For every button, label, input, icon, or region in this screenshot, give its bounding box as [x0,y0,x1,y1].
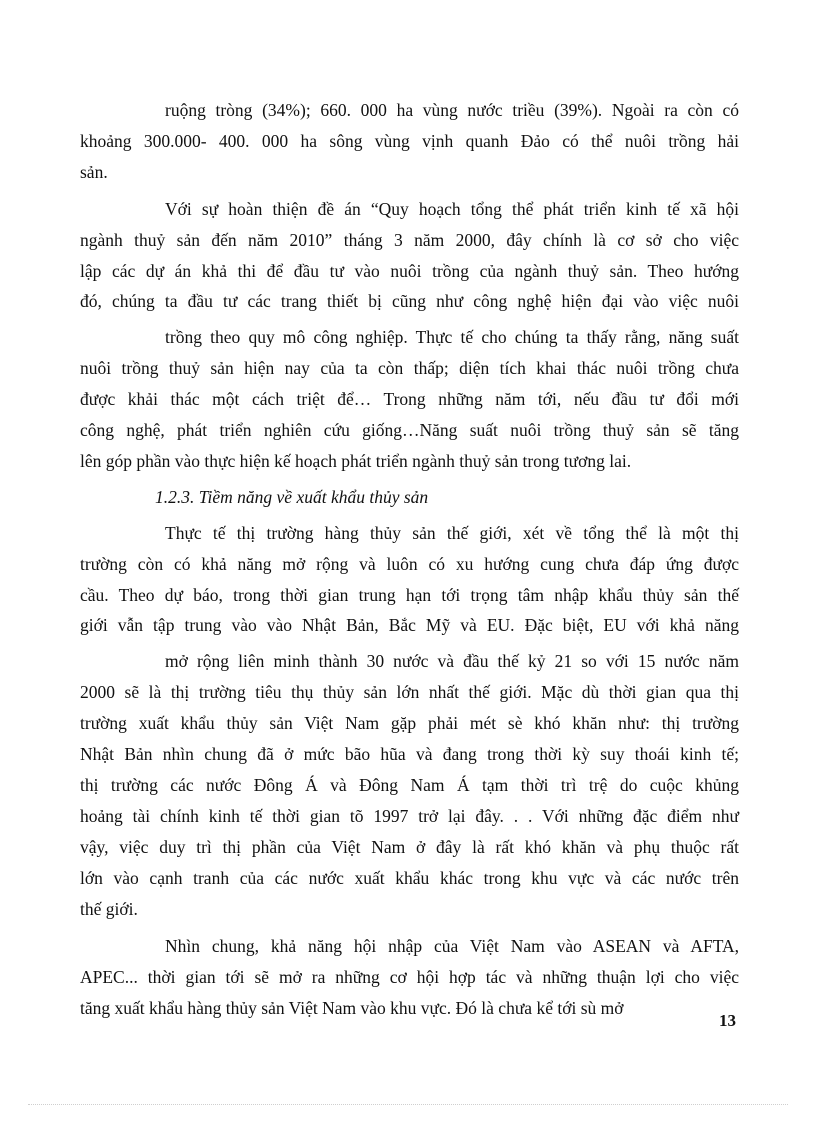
text-line: lập các dự án khả thi để đầu tư vào nuôi trồng của ngành thuỷ sản. Theo hướng [80,261,739,281]
text-line: lớn vào cạnh tranh của các nước xuất khẩu khác trong khu vực và các nước trên [80,868,739,888]
page-bottom-divider [28,1104,788,1105]
text-line: mở rộng liên minh thành 30 nước và đầu thế kỷ 21 so với 15 nước năm [165,651,739,671]
text-line: thế giới. [80,899,138,919]
text-line: Với sự hoàn thiện đề án “Quy hoạch tổng thể phát triển kinh tế xã hội [165,199,739,219]
text-line: cầu. Theo dự báo, trong thời gian trung hạn tới trọng tâm nhập khẩu thủy sản thế [80,585,739,605]
text-line: Nhật Bản nhìn chung đã ở mức bão hũa và đang trong thời kỳ suy thoái kinh tế; [80,744,739,764]
text-line: ruộng tròng (34%); 660. 000 ha vùng nước triều (39%). Ngoài ra còn có [165,100,739,120]
text-line: 2000 sẽ là thị trường tiêu thụ thủy sản lớn nhất thế giới. Mặc dù thời gian qua thị [80,682,739,702]
text-line: Thực tế thị trường hàng thủy sản thế giới, xét về tổng thể là một thị [165,523,739,543]
text-line: thị trường các nước Đông Á và Đông Nam Á tạm thời trì trệ do cuộc khủng [80,775,739,795]
text-line: khoảng 300.000- 400. 000 ha sông vùng vịnh quanh Đảo có thể nuôi trồng hải [80,131,739,151]
text-line: Nhìn chung, khả năng hội nhập của Việt Nam vào ASEAN và AFTA, [165,936,739,956]
text-line: được khải thác một cách triệt để… Trong những năm tới, nếu đầu tư đổi mới [80,389,739,409]
page-number: 13 [719,1011,736,1030]
text-line: APEC... thời gian tới sẽ mở ra những cơ hội hợp tác và những thuận lợi cho việc [80,967,739,987]
text-line: nuôi trồng thuỷ sản hiện nay của ta còn thấp; diện tích khai thác nuôi trồng chưa [80,358,739,378]
text-line: lên góp phần vào thực hiện kế hoạch phát triển ngành thuỷ sản trong tương lai. [80,451,632,471]
text-line: trường còn có khả năng mở rộng và luôn có xu hướng cung chưa đáp ứng được [80,554,739,574]
text-line: đó, chúng ta đầu tư các trang thiết bị cũng như công nghệ hiện đại vào việc nuôi [80,291,739,311]
text-line: vậy, việc duy trì thị phần của Việt Nam ở đây là rất khó khăn và phụ thuộc rất [80,837,739,857]
text-line: ngành thuỷ sản đến năm 2010” tháng 3 năm 2000, đây chính là cơ sở cho việc [80,230,739,250]
text-line: tăng xuất khẩu hàng thủy sản Việt Nam vào khu vực. Đó là chưa kể tới sù mở [80,998,624,1018]
text-line: giới vẫn tập trung vào vào Nhật Bản, Bắc Mỹ và EU. Đặc biệt, EU với khả năng [80,615,739,635]
text-line: sản. [80,162,108,182]
section-heading: 1.2.3. Tiềm năng về xuất khẩu thủy sản [155,487,429,507]
text-line: trồng theo quy mô công nghiệp. Thực tế cho chúng ta thấy rằng, năng suất [165,327,739,347]
text-line: công nghệ, phát triển nghiên cứu giống…Năng suất nuôi trồng thuỷ sản sẽ tăng [80,420,739,440]
text-line: trường xuất khẩu thủy sản Việt Nam gặp phải mét sè khó khăn như: thị trường [80,713,739,733]
text-line: hoảng tài chính kinh tế thời gian tõ 1997 trở lại đây. . . Với những đặc điểm như [80,806,739,826]
